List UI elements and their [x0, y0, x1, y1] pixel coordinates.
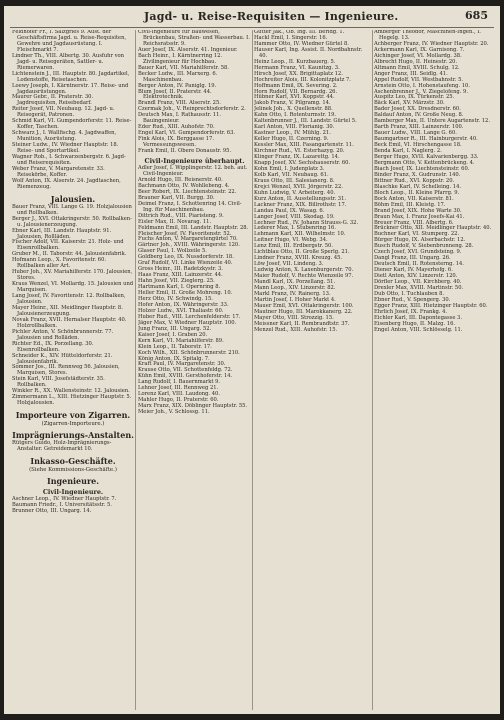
directory-entry: Auspitz Leo, IX. Türkenstr. 25.: [374, 94, 455, 101]
directory-entry: Kolb Karl, VII. Neubaug. 61.: [254, 171, 329, 178]
directory-entry: Langer Josef, VIII. Skodag. 19.: [254, 213, 335, 220]
directory-entry: Rütgers Guido, Holz-Imprägnierungs-Anstalter. Getreidemarkt 10.: [12, 440, 112, 453]
directory-entry: Martin Josef, I. Hoher Markt 4.: [254, 296, 336, 303]
directory-entry: Brunner Otto, III. Ungarg. 14.: [12, 507, 92, 514]
directory-entry: Mahler Hugo, II. Praterstr. 60.: [138, 397, 219, 404]
directory-entry: Fleischer Josef, IV. Favoritenstr. 52.: [138, 230, 232, 237]
directory-entry: Krause Otto, VII. Schottenfeldg. 72.: [138, 367, 233, 374]
directory-entry: Ebner Karl, III. Landstr. Hauptstr. 91. Jalousien, Rollläden.: [12, 227, 112, 240]
directory-entry: Keller Hugo, II. Czerning. 9.: [254, 136, 329, 143]
directory-entry: Beer Robert, IX. Liechtensteinstr. 22.: [138, 188, 237, 195]
directory-entry: Mautner Hugo, III. Marokkanerg. 22.: [254, 308, 353, 315]
directory-entry: Lindner Th., VIII. Albertg. 30. Ausfuhr von Jagd- u. Reisegeräten, Sattler- u. Riemerwaren.: [12, 52, 124, 71]
directory-entry: Arnstein Otto, I. Hohenstaufeng. 10.: [374, 82, 471, 89]
directory-entry: Horn Rudolf, VII. Bernardg. 26.: [254, 88, 338, 95]
directory-entry: Krejci Wenzel, XVII. Jörgerstr. 22.: [254, 183, 343, 190]
directory-entry: Gruber M., II. Taborstr. 44. Jalousienfabrik.: [12, 251, 127, 258]
directory-entry: Lechner Rud., IV. Johann Strauss-G. 32.: [254, 219, 359, 226]
directory-entry: Kirchner Rud., VI. Esterhazyg. 20.: [254, 148, 345, 155]
col2-entries-a: [138, 30, 251, 155]
directory-entry: Gärtner Joh., XVIII. Währingerstr. 120.: [138, 242, 240, 249]
directory-entry: Menzel Rud., XIII. Auhofstr. 15.: [254, 326, 338, 333]
directory-entry: Kraus Otto, III. Salesianerg. 8.: [254, 177, 335, 184]
directory-entry: Löw Josef, VII. Lindeng. 3.: [254, 261, 324, 268]
directory-entry: König Anton, IX. Spitalg. 7.: [138, 355, 210, 362]
directory-entry: Koch Wilh., XII. Schönbrunnerstr. 210.: [138, 349, 240, 356]
directory-entry: Kuhn Ludwig, V. Arbeiterg. 40.: [254, 189, 336, 196]
directory-entry: Baumann Friedr., I. Universitätsstr. 5.: [12, 502, 112, 508]
directory-entry: Brauner Karl, VII. Burgg. 30.: [138, 194, 215, 201]
directory-entry: Meier Joh., V. Schlossg. 11.: [138, 409, 210, 416]
directory-entry: Lichtblau Otto, II. Große Sperlg. 21.: [254, 249, 350, 256]
directory-entry: Braun Max, I. Franz Josefs-Kai 41.: [374, 213, 465, 220]
col1-jalousien-entries: [12, 205, 134, 407]
directory-entry: Jung Franz, III. Ungarg. 52.: [138, 325, 212, 332]
directory-entry: Bauer Franz, VIII. Lange G. 19. Holzjalousien und Rollbalken.: [12, 203, 132, 216]
section-heading-civil-ingenieure: Civil-Ingenieure überhaupt.: [144, 157, 245, 166]
directory-entry: Busch Rudolf, V. Siebenbrunneng. 28.: [374, 243, 474, 250]
directory-entry: Maier Rudolf, V. Rechte Wienzeile 97.: [254, 273, 354, 280]
directory-entry: Bader Josef, XX. Dresdnerstr. 60.: [374, 106, 461, 113]
directory-entry: Kessler Max, XIII. Fasangartenstr. 11.: [254, 142, 354, 149]
directory-entry: Bachmann Otto, IV. Wohllebeng. 4.: [138, 182, 230, 189]
directory-entry: Böhm Emil, III. Kleistg. 17.: [374, 201, 446, 208]
header-rule: [10, 27, 494, 28]
column-4: [374, 30, 495, 710]
directory-entry: Bock Anton, VII. Kaiserstr. 81.: [374, 195, 454, 202]
directory-entry: Gutter Jak., Ob. Ing. III. Beridg. 1.: [254, 30, 345, 35]
directory-entry: Blum Josef, II. Praterstr. 44. Elektrotechnik.: [138, 88, 212, 101]
directory-entry: Meissner Karl, II. Rembrandtstr. 37.: [254, 320, 350, 327]
directory-entry: Holzer Ludw., XVI. Thaliastr. 60.: [138, 307, 224, 314]
directory-entry: Kastner Leop., IV. Mühlg. 21.: [254, 130, 331, 137]
directory-entry: Kraus Wenzel, VI. Mollardg. 15. Jalousien und Marquisen.: [12, 281, 134, 294]
col1-ingenieure-entries: [12, 497, 134, 515]
directory-entry: Wolf Anton, IX. Alserstr. 24. Jagdtaschen, Riemenzeug.: [12, 177, 121, 190]
directory-entry: Novak Franz, XVII. Hernalser Hauptstr. 40. Holzrollbalken.: [12, 316, 127, 329]
directory-entry: Haas Franz, XIII. Lainzerstr. 44.: [138, 272, 223, 279]
directory-entry: Zimmermann L., XIII. Hietzinger Hauptstr. 5. Holzjalousien.: [12, 394, 132, 407]
section-heading-ingenieure: Ingenieure.: [46, 476, 100, 487]
directory-entry: Engel Anton, VIII. Schlösselg. 11.: [374, 326, 463, 333]
directory-entry: Amberger Theodor, Maschinen-Ingen., I. Hegelg. 13.: [374, 30, 481, 41]
directory-entry: Klein Leop., II. Taborstr. 17.: [138, 343, 212, 350]
running-title: Jagd- u. Reise-Requisiten — Ingenieure.: [144, 10, 399, 23]
directory-page: [4, 6, 500, 714]
directory-entry: Lenz Emil, III. Erdbergstr. 50.: [254, 243, 333, 250]
directory-entry: Steiner Ludw., IV. Wiedner Hauptstr. 18. Reise- und Sportartikel.: [12, 142, 119, 155]
directory-entry: Deutsch Max, I. Rathausstr. 11. Bauingenieur.: [138, 112, 222, 125]
col3-entries: [254, 30, 370, 334]
directory-entry: Hofmann Leop., X. Favoritenstr. 60. Rollbalken aller Art.: [12, 257, 107, 270]
directory-entry: Fuchs Anton, V. Margaretengürtel 70.: [138, 236, 238, 243]
column-divider: [135, 30, 136, 710]
directory-entry: Baldauf Anton, IV. Große Neug. 8.: [374, 112, 464, 119]
directory-entry: Eisenberg Hugo, II. Malzg. 16.: [374, 320, 456, 327]
directory-entry: Heller Emil, II. Große Mohreng. 10.: [138, 290, 233, 297]
directory-entry: Leitner Hugo, VI. Webg. 34.: [254, 237, 328, 244]
directory-entry: Bittner Rud., XVI. Koppstr. 20.: [374, 177, 455, 184]
directory-entry: Lackner Franz, XIX. Billrothstr. 17.: [254, 201, 347, 208]
directory-entry: Appel Rudolf, VII. Westbahnstr. 5.: [374, 76, 464, 83]
directory-entry: Landau Paul, IX. Wasag. 6.: [254, 207, 325, 214]
directory-entry: Beck Emil, VI. Hirschengasse 18.: [374, 142, 462, 149]
directory-entry: Gross Heinr., III. Radetzkystr. 3.: [138, 266, 223, 273]
directory-entry: Hackl Emil, I. Singerstr. 16.: [254, 34, 328, 41]
directory-entry: Lang Rudolf, I. Bauernmarkt 9.: [138, 379, 221, 386]
directory-entry: Binder Franz, X. Gudrunstr. 140.: [374, 171, 461, 178]
directory-entry: Winkler R., XX. Wallensteinstr. 12. Jalousien.: [12, 388, 130, 395]
page-header: [4, 6, 500, 28]
directory-entry: Kühn Emil, XVIII. Gersthoferstr. 14.: [138, 373, 233, 380]
directory-entry: Klinger Franz, IX. Lazarettg. 14.: [254, 154, 340, 161]
directory-entry: Schmid Karl, VI. Gumpendorferstr. 11. Reise-Koffer, Taschen.: [12, 118, 132, 131]
directory-entry: Stein Karl, VIII. Josefstädterstr. 35. Rollbalken.: [12, 376, 105, 389]
directory-entry: Lang Josef, IV. Favoritenstr. 12. Rollbalken, Jalousien.: [12, 293, 126, 305]
directory-entry: Jäger Max, V. Wiedner Hauptstr. 100.: [138, 319, 237, 326]
directory-entry: Dub Otto, I. Tuchlauben 8.: [374, 290, 445, 297]
directory-entry: Eisler Max, II. Novarag. 11.: [138, 218, 212, 225]
section-subheading: (Zigarren-Importeure.): [41, 421, 105, 428]
directory-entry: Ebner Rud., V. Spengerg. 30.: [374, 296, 451, 303]
col4-entries: [374, 30, 495, 334]
directory-entry: Auer Josef, IX. Alserstr. 41. Ingenieur.: [138, 46, 238, 53]
directory-entry: Bauer Ludw., VIII. Lange G. 60.: [374, 130, 457, 137]
directory-entry: Lederer Max, I. Stubenring 16.: [254, 225, 336, 232]
directory-entry: Czech Josef, XVI. Grundsteing. 9.: [374, 249, 462, 256]
directory-entry: Hermann Franz, VI. Kaunitzg. 3.: [254, 64, 340, 71]
directory-entry: Lehner Josef, III. Rennweg 21.: [138, 385, 219, 392]
directory-entry: Jakob Franz, V. Pilgramg. 14.: [254, 100, 331, 107]
directory-entry: Barth Franz, XIII. Lainzerstr. 100.: [374, 124, 464, 131]
directory-entry: Mayer Otto, VIII. Strozzig. 15.: [254, 314, 334, 321]
directory-entry: Albrecht Hugo, II. Heinestr. 20.: [374, 58, 458, 65]
column-divider: [252, 30, 253, 710]
directory-entry: Baumgartner R., III. Hainburgerstr. 40.: [374, 136, 478, 143]
directory-entry: Kaiser Josef, I. Graben 20.: [138, 331, 208, 338]
directory-entry: Bloch Leop., II. Kleine Pfarrg. 9.: [374, 189, 460, 196]
directory-entry: Hauser Karl, Ing. Assist. II. Nordbahnstr. 40.: [254, 46, 363, 59]
directory-entry: Hochreiter Alois, III. Kolonitzplatz 7.: [254, 76, 351, 83]
directory-entry: Bach Heinr., I. Kärntnerring 12. Zivilingenieur für Hochbau.: [138, 52, 223, 65]
directory-entry: Hoffmann Emil, IX. Severing. 2.: [254, 82, 338, 89]
directory-entry: Dörfler Leop., VII. Kirchberg. 40.: [374, 279, 462, 286]
directory-entry: Loewy Joseph, I. Kärntnerstr. 17. Reise- und Jagdausrüstungen.: [12, 82, 129, 95]
directory-entry: Hübner Karl, XVI. Koppstr. 44.: [254, 94, 335, 101]
directory-entry: Weber Franz, V. Margaretenstr. 33. Reisekörbe, Koffer.: [12, 165, 105, 178]
directory-entry: Lichtenstein J., III. Hauptstr. 80. Jagdartikel, Lodenstoffe, Reisetaschen.: [12, 70, 130, 83]
directory-entry: Herz Otto, IV. Schwindg. 15.: [138, 295, 213, 302]
directory-entry: Diener Karl, IV. Mayerhofg. 6.: [374, 267, 453, 274]
section-heading-impraegnierung: Imprägnierungs-Anstalten.: [12, 430, 134, 441]
directory-entry: Buchner Karl, VI. Stumperg. 22.: [374, 231, 460, 238]
directory-entry: Drexler Max, XVIII. Martinstr. 50.: [374, 284, 464, 291]
page-number: 685: [465, 9, 488, 22]
directory-entry: Mandl Karl, IX. Porzellang. 51.: [254, 279, 336, 286]
directory-entry: Mauer Emil, XVI. Ottakringerstr. 100.: [254, 302, 354, 309]
directory-entry: Fink Alois, IX. Berggasse 17. Vermessungswesen.: [138, 136, 214, 149]
column-3: [254, 30, 370, 710]
col1-impraegnierung-entries: [12, 441, 134, 453]
directory-entry: Maurer Gebr., II. Praterstr. 30. Jagdrequisiten, Reisebedarf.: [12, 94, 94, 107]
directory-entry: Dangl Franz, III. Ungarg. 26.: [374, 255, 451, 262]
directory-entry: Schwarz J., I. Wallfischg. 4. Jagdwaffen, Munition, Ausrüstung.: [12, 130, 117, 143]
directory-entry: Huber Joh., XV. Mariahilferstr. 170. Jalousien, Stores.: [12, 269, 133, 282]
directory-entry: Aschenbrenner J., V. Ziegelofeng. 9.: [374, 88, 468, 95]
column-1: [12, 30, 134, 710]
directory-entry: Egger Franz, XIII. Hietzinger Hauptstr. 60.: [374, 302, 488, 309]
directory-entry: Markl Franz, IV. Rainerg. 13.: [254, 290, 331, 297]
directory-entry: Aschner Leop., IV. Wiedner Hauptstr. 7.: [12, 496, 117, 503]
section-subheading: (Siehe Kommissions-Geschäfte.): [29, 467, 117, 474]
directory-entry: Deimel Franz, I. Schottenring 14. Civil-Ing. für Maschinenbau.: [138, 200, 242, 213]
directory-entry: Eichler Karl, III. Dapontegasse 3.: [374, 314, 462, 321]
directory-entry: Hartmann Karl, I. Opernring 8.: [138, 284, 221, 291]
directory-entry: Sommer Jos., III. Rennweg 56. Jalousien, Marquisen, Stores.: [12, 364, 120, 377]
column-2: [138, 30, 251, 710]
section-heading-inkasso: Inkasso-Geschäfte.: [30, 456, 116, 467]
directory-entry: Huber Rud., VIII. Lerchenfelderstr. 17.: [138, 313, 241, 320]
directory-entry: Berger Anton, IV. Paniglg. 19.: [138, 82, 217, 89]
directory-entry: Altmann Emil, XVIII. Schulg. 12.: [374, 64, 460, 71]
column-divider: [372, 30, 373, 710]
directory-entry: Berger J., XVI. Ottakringerstr. 50. Rollbalken- u. Jalousienerzeugung.: [12, 215, 132, 228]
directory-entry: Hirsch Josef, XX. Brigittaplatz 12.: [254, 70, 343, 77]
col2-entries-b: [138, 166, 251, 416]
directory-entry: Richter Ed., IX. Porzellang. 30. Eisenrollbalken.: [12, 340, 94, 353]
directory-entry: Bergmann Otto, V. Kettenbrückeng. 4.: [374, 159, 475, 166]
directory-entry: Glaser Paul, I. Wollzeile 5.: [138, 248, 207, 255]
directory-entry: Biach Josef, IX. Liechtensteinstr. 60.: [374, 165, 470, 172]
directory-entry: Graf Rudolf, VI. Linke Wienzeile 40.: [138, 260, 233, 267]
directory-entry: Brand Josef, XIX. Hohe Warte 30.: [374, 207, 462, 214]
directory-entry: Czermak Joh., V. Reinprechtsdorferstr. 2.: [138, 106, 246, 113]
directory-entry: Kurz Anton, II. Ausstellungsstr. 31.: [254, 195, 347, 202]
directory-entry: Brandl Franz, VIII. Alserstr. 25.: [138, 100, 221, 107]
directory-entry: Achberger Franz, IV. Wiedner Hauptstr. 20.: [374, 40, 489, 47]
directory-entry: Benda Karl, I. Naglerg. 2.: [374, 148, 442, 155]
directory-entry: Hahn Josef, VII. Zieglerg. 25.: [138, 278, 215, 285]
directory-entry: Anger Franz, III. Seidlg. 41.: [374, 70, 448, 77]
directory-entry: Berger Hugo, XVII. Kalvarienbergg. 33.: [374, 154, 479, 161]
directory-entry: Lehmann Karl, XII. Wilhelmstr. 10.: [254, 231, 346, 238]
directory-entry: Pichler Anton, V. Schönbrunnerstr. 77. Jalousien und Rolläden.: [12, 328, 114, 341]
section-subheading-civil: Civil-Ingenieure.: [42, 488, 104, 497]
directory-entry: Engel Karl, VI. Gumpendorferstr. 63.: [138, 130, 236, 137]
directory-entry: Adler Josef, I. Wipplingerstr. 12. beh. aut. Civil-Ingenieur.: [138, 165, 248, 177]
directory-entry: Kahn Otto, I. Rotenturmstr. 19.: [254, 112, 337, 119]
directory-entry: Heinz Leop., II. Kurzbauerg. 5.: [254, 58, 336, 65]
directory-entry: Knapp Josef, XV. Sechshauserstr. 60.: [254, 159, 351, 166]
directory-entry: Eder Rud., XIII. Auhofstr. 70.: [138, 124, 215, 131]
directory-entry: Marx Franz, XIX. Döblinger Hauptstr. 55.: [138, 403, 248, 410]
directory-entry: Schneider K., XIV. Hütteldorferstr. 21. Jalousienfabrik.: [12, 352, 113, 365]
directory-entry: Mann Leop., XIV. Linzerstr. 82.: [254, 284, 336, 291]
directory-entry: Feldhofer Fr., I. Salzgries 9. Aust. der Geschäftsfirma Jagd. u. Reise-Requisiten, Gewehre und Jagdausrüstung. I. Fleischmarkt 7.: [12, 30, 127, 53]
directory-entry: Wagner Rob., I. Schwarzenbergstr. 6. Jagd- und Reiserequisiten.: [12, 154, 126, 166]
directory-entry: Hammer Otto, IV. Wiedner Gürtel 8.: [254, 40, 349, 47]
directory-entry: Bamberger Max, II. Untere Augartenstr. 12.: [374, 118, 490, 125]
directory-entry: Deutsch Emil, II. Rotensterng. 14.: [374, 261, 464, 268]
directory-entry: Ehrlich Josef, IX. Frankg. 4.: [374, 308, 448, 315]
directory-entry: Civil-Ingenieure für Bauwesen, Brückenbau, Straßen- und Wasserbau. I. Reichsratsstr. 9.: [138, 30, 250, 47]
directory-entry: Karl Anton, VIII. Florianig. 30.: [254, 124, 335, 131]
directory-entry: Feldmann Emil, III. Landstr. Hauptstr. 28.: [138, 224, 249, 231]
directory-entry: Becker Ludw., III. Marxerg. 6. Maschinenbau.: [138, 70, 218, 83]
directory-entry: Arnold Hugo, III. Reisnerstr. 40.: [138, 176, 223, 183]
directory-entry: Bäck Karl, XV. Märzstr. 30.: [374, 100, 445, 107]
directory-entry: Reiter Josef, VII. Neubaug. 12. Jagd- u. Reisegerät, Patronen.: [12, 106, 115, 119]
directory-entry: Jelinek Joh., X. Quellenstr. 88.: [254, 106, 333, 113]
directory-entry: Lorenz Karl, VIII. Laudong. 40.: [138, 391, 220, 398]
directory-entry: Kaltenbrunner J., III. Landstr. Gürtel 5.: [254, 118, 357, 125]
directory-entry: Dietl Anton, XIV. Linzerstr. 120.: [374, 273, 458, 280]
directory-entry: Fischer Adolf, VII. Kaiserstr. 21. Holz- und Eisenrollbalken.: [12, 239, 124, 252]
section-heading-jalousien: Jalousien.: [50, 193, 96, 204]
directory-entry: Kraft Paul, IV. Margaretenstr. 30.: [138, 361, 226, 368]
directory-entry: Lindner Franz, XVIII. Kreuzg. 45.: [254, 255, 343, 262]
directory-entry: Goldberg Leo, IX. Nussdorferstr. 18.: [138, 254, 234, 261]
directory-entry: Hofer Anton, IX. Währingerstr. 33.: [138, 301, 229, 308]
directory-entry: Breuer Franz, VIII. Albertg. 6.: [374, 219, 454, 226]
directory-entry: Bauer Karl, VII. Mariahilferstr. 58.: [138, 64, 229, 71]
directory-entry: Brückner Otto, XII. Meidlinger Hauptstr. 40.: [374, 225, 492, 232]
directory-entry: Ludwig Anton, X. Laxenburgerstr. 70.: [254, 267, 354, 274]
section-heading-zigarren: Importeure von Zigarren.: [15, 410, 131, 421]
directory-entry: Blaschke Karl, IV. Schelleing. 14.: [374, 183, 462, 190]
directory-entry: Frank Emil, II. Obere Donaustr. 95.: [138, 148, 232, 155]
directory-entry: Kern Karl, VI. Mariahilferstr. 89.: [138, 337, 224, 344]
directory-entry: Ackermann Karl, IX. Garnisong. 7.: [374, 46, 465, 53]
col1-top-entries: [12, 30, 134, 191]
directory-entry: Bürger Hugo, IX. Alserbachstr. 12.: [374, 237, 466, 244]
directory-entry: Kohn Emil, I. Judenplatz 3.: [254, 165, 325, 172]
directory-entry: Dittrich Rud., VIII. Piaristeng. 9.: [138, 212, 224, 219]
directory-entry: Mayer Heinr., XII. Meidlinger Hauptstr. 8. Jalousienerzeugung.: [12, 304, 123, 317]
directory-entry: Aichinger Josef, VI. Mollardg. 38.: [374, 52, 462, 59]
